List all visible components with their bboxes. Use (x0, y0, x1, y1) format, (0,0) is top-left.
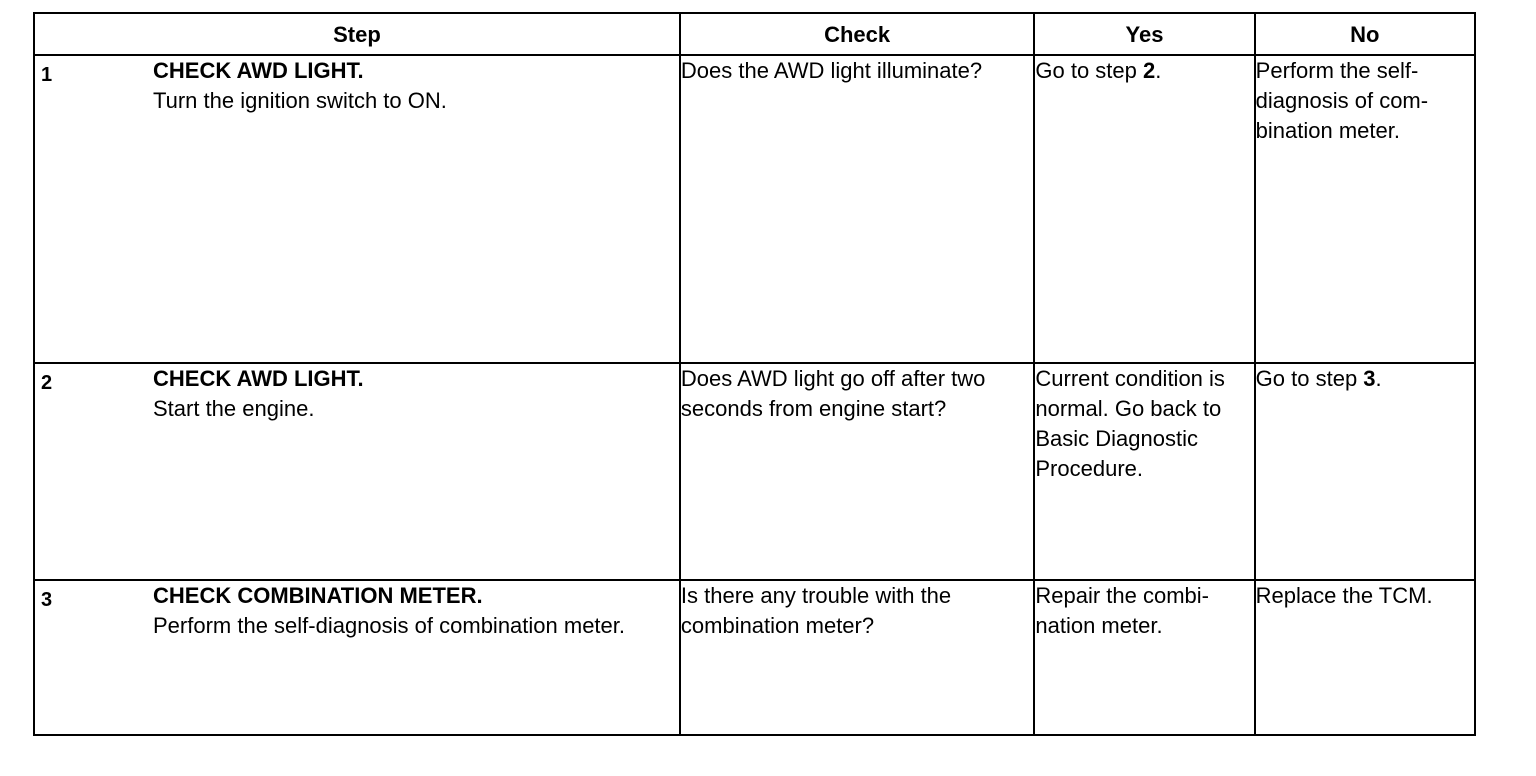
table-row (34, 363, 1475, 580)
no-cell: Perform the self-diagnosis of com-bination meter. (1255, 55, 1475, 363)
step-number: 2 (41, 372, 53, 394)
step-cell (34, 580, 680, 735)
step-body (153, 581, 679, 641)
check-cell: Is there any trouble with the combination meter? (680, 580, 1034, 735)
table-header-row (34, 13, 1475, 55)
header-no: No (1255, 13, 1475, 55)
header-yes: Yes (1034, 13, 1254, 55)
step-title: CHECK COMBINATION METER. (153, 583, 483, 608)
yes-step-ref: 2 (1143, 58, 1156, 83)
no-suffix: . (1375, 366, 1382, 391)
check-cell: Does AWD light go off after two seconds from engine start? (680, 363, 1034, 580)
no-text: Go to step (1255, 366, 1364, 391)
yes-cell: Repair the combi-nation meter. (1034, 580, 1254, 735)
table-row (34, 580, 1475, 735)
yes-text: Go to step (1035, 58, 1143, 83)
step-description: Perform the self-diagnosis of combination meter. (153, 613, 626, 638)
check-cell: Does the AWD light illuminate? (680, 55, 1034, 363)
no-step-ref: 3 (1363, 366, 1376, 391)
step-number: 3 (41, 589, 53, 611)
step-cell (34, 55, 680, 363)
yes-cell: Current condition is normal. Go back to Basic Diagnostic Procedure. (1034, 363, 1254, 580)
step-body (153, 364, 679, 424)
step-title: CHECK AWD LIGHT. (153, 366, 364, 391)
step-description: Start the engine. (153, 396, 315, 421)
header-check: Check (680, 13, 1034, 55)
step-cell (34, 363, 680, 580)
no-cell: Replace the TCM. (1255, 580, 1475, 735)
step-body (153, 56, 679, 116)
yes-suffix: . (1155, 58, 1162, 83)
diagnostic-table (33, 12, 1476, 736)
step-number: 1 (41, 64, 53, 86)
step-description: Turn the ignition switch to ON. (153, 88, 447, 113)
yes-cell (1034, 55, 1254, 363)
table-row (34, 55, 1475, 363)
no-cell (1255, 363, 1475, 580)
header-step: Step (34, 13, 680, 55)
step-title: CHECK AWD LIGHT. (153, 58, 364, 83)
